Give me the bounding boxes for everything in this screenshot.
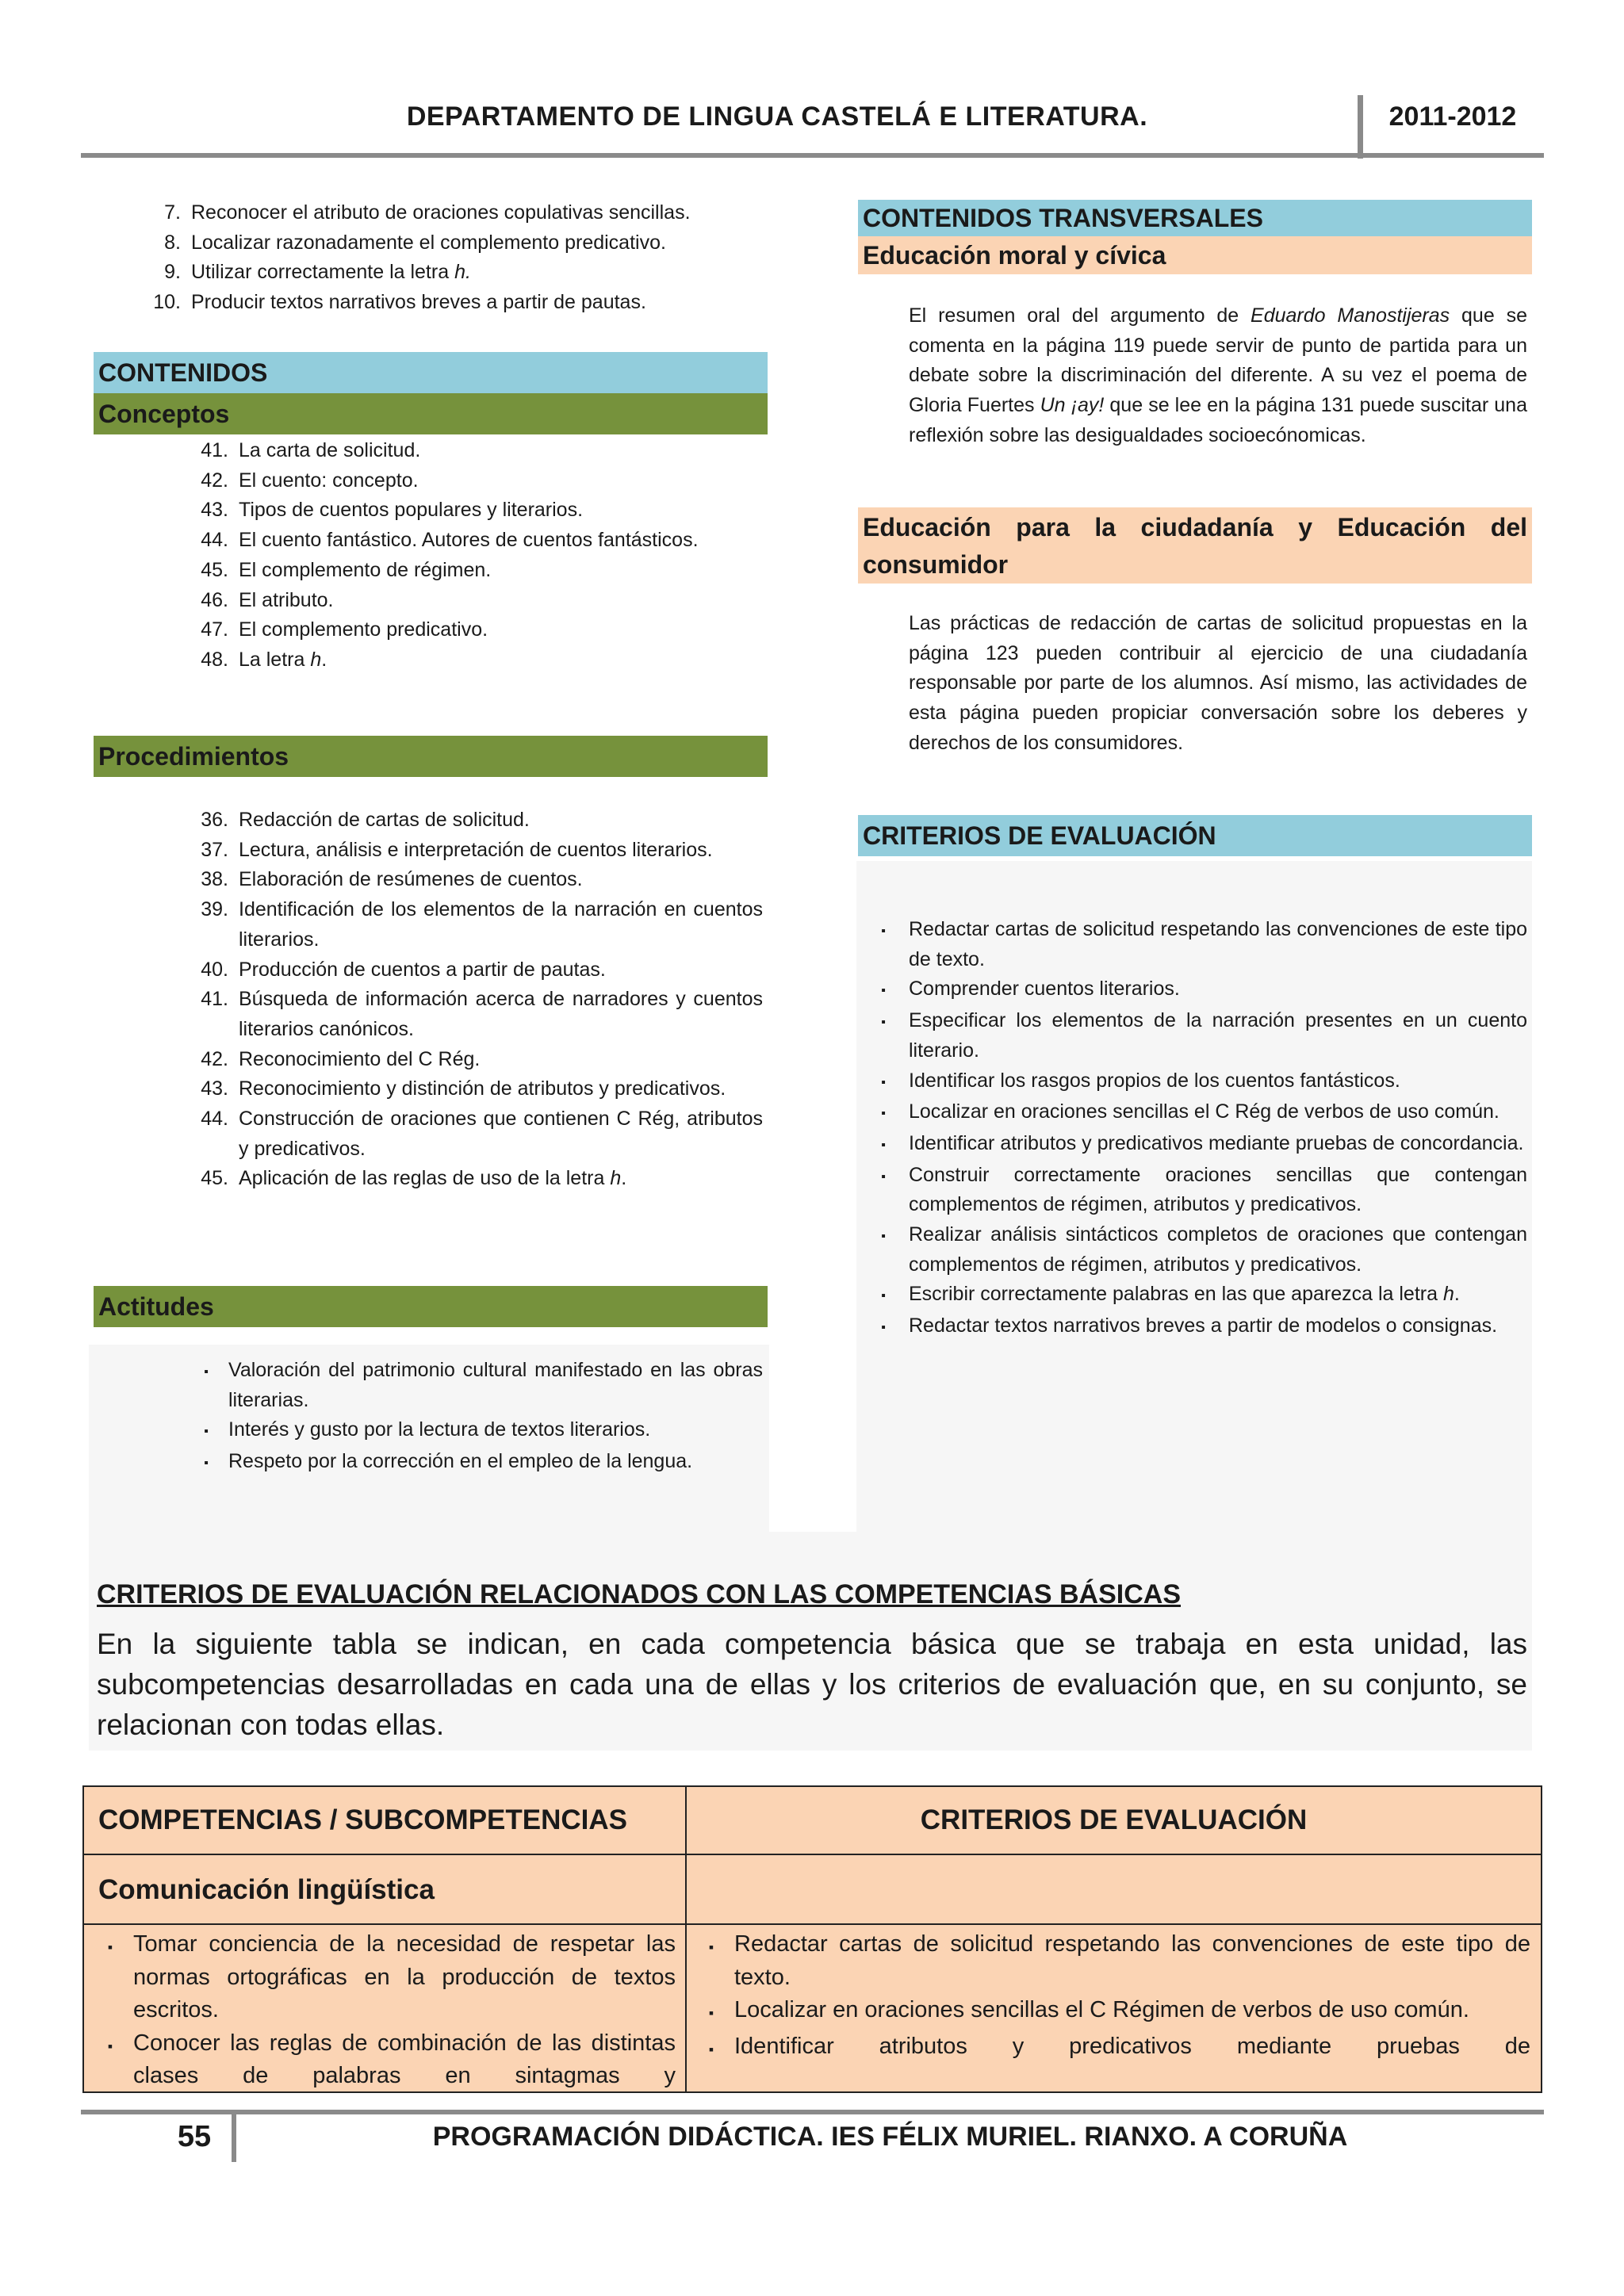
competencias-heading: CRITERIOS DE EVALUACIÓN RELACIONADOS CON LAS COMPETENCIAS BÁSICAS <box>97 1579 1182 1609</box>
list-item: ▪ Identificar atributos y predicativos mediante pruebas de <box>688 2030 1530 2067</box>
moral-civica-text: El resumen oral del argumento de Eduardo Manostijeras que se comenta en la página 119 puede servir de punto de partida para un debate sobre la discriminación del diferente. A su vez el poema de Gloria Fuertes Un ¡ay! que se lee en la página 131 puede suscitar una reflexión sobre las desigualdades socioecónomicas. <box>909 304 1527 446</box>
list-item: 39. Identificación de los elementos de la narración en cuentos literarios. <box>201 898 763 951</box>
list-item: 48. La letra h. <box>201 648 327 671</box>
list-item: ▪ Identificar los rasgos propios de los cuentos fantásticos. <box>858 1066 1527 1098</box>
bullet-icon <box>858 1161 909 1220</box>
list-item: ▪ Construir correctamente oraciones sencillas que contengan complementos de régimen, atributos y predicativos. <box>858 1161 1527 1220</box>
table-row-divider <box>84 1923 1541 1925</box>
list-item: 8. Localizar razonadamente el complemento predicativo. <box>164 231 666 254</box>
bullet-icon <box>87 2027 133 2093</box>
actitudes-list <box>184 1356 763 1479</box>
bullet-icon <box>184 1447 228 1479</box>
list-item: 40. Producción de cuentos a partir de pautas. <box>201 958 606 981</box>
footer-divider <box>232 2113 236 2162</box>
list-item: ▪ Respeto por la corrección en el empleo de la lengua. <box>184 1447 763 1479</box>
list-item: 7. Reconocer el atributo de oraciones copulativas sencillas. <box>164 201 691 224</box>
ciudadania-text: Las prácticas de redacción de cartas de solicitud propuestas en la página 123 pueden contribuir al ejercicio de una ciudadanía responsable por parte de los alumnos. Así mismo, las actividades de esta página pueden propiciar conversación sobre los deberes y derechos de los consumidores. <box>909 612 1527 754</box>
transversales-heading: CONTENIDOS TRANSVERSALES <box>858 200 1532 236</box>
list-item: ▪ Localizar en oraciones sencillas el C Rég de verbos de uso común. <box>858 1097 1527 1129</box>
bullet-icon <box>858 1280 909 1311</box>
list-item: 9. Utilizar correctamente la letra h. <box>164 261 471 284</box>
bullet-icon <box>688 1928 734 1994</box>
criterios-heading: CRITERIOS DE EVALUACIÓN <box>858 815 1532 856</box>
list-item: ▪ Valoración del patrimonio cultural manifestado en las obras literarias. <box>184 1356 763 1415</box>
list-item: 46. El atributo. <box>201 588 334 611</box>
list-item: ▪ Localizar en oraciones sencillas el C Régimen de verbos de uso común. <box>688 1994 1530 2030</box>
list-item: 42. Reconocimiento del C Rég. <box>201 1047 481 1070</box>
bullet-icon <box>184 1356 228 1415</box>
bullet-icon <box>858 1311 909 1343</box>
page-number: 55 <box>177 2120 212 2153</box>
bullet-icon <box>184 1415 228 1447</box>
list-item: ▪ Redactar cartas de solicitud respetando las convenciones de este tipo de texto. <box>858 915 1527 974</box>
list-item: ▪ Conocer las reglas de combinación de las distintas clases de palabras en sintagmas y <box>87 2027 676 2093</box>
list-item: ▪ Comprender cuentos literarios. <box>858 974 1527 1006</box>
bullet-icon <box>858 915 909 974</box>
academic-year: 2011-2012 <box>1388 101 1517 132</box>
header-rule <box>81 153 1544 158</box>
bullet-icon <box>858 1220 909 1280</box>
list-item: ▪ Redactar textos narrativos breves a partir de modelos o consignas. <box>858 1311 1527 1343</box>
list-item: 41. La carta de solicitud. <box>201 439 421 461</box>
table-row-divider <box>84 1854 1541 1855</box>
footer-rule <box>81 2110 1544 2114</box>
list-item: 44. Construcción de oraciones que contienen C Rég, atributos y predicativos. <box>201 1108 763 1160</box>
list-item: ▪ Tomar conciencia de la necesidad de respetar las normas ortográficas en la producción de textos escritos. <box>87 1928 676 2027</box>
bullet-icon <box>688 1994 734 2030</box>
ciudadania-heading: Educación para la ciudadanía y Educación del consumidor <box>858 507 1532 584</box>
list-item: ▪ Redactar cartas de solicitud respetando las convenciones de este tipo de texto. <box>688 1928 1530 1994</box>
page-header <box>0 0 1624 166</box>
table-header-competencias: COMPETENCIAS / SUBCOMPETENCIAS <box>98 1804 627 1835</box>
subcompetencias-list <box>87 1928 676 2093</box>
footer-text: PROGRAMACIÓN DIDÁCTICA. IES FÉLIX MURIEL. RIANXO. A CORUÑA <box>432 2122 1348 2152</box>
conceptos-list <box>184 436 763 675</box>
competencias-intro: En la siguiente tabla se indican, en cada competencia básica que se trabaja en esta unidad, las subcompetencias desarrolladas en cada una de ellas y los criterios de evaluación que, en su conjunto, se relacionan con todas ellas. <box>97 1628 1527 1741</box>
list-item: 42. El cuento: concepto. <box>201 469 419 492</box>
conceptos-heading: Conceptos <box>94 393 768 434</box>
bullet-icon <box>688 2030 734 2067</box>
list-item: 36. Redacción de cartas de solicitud. <box>201 809 530 831</box>
list-item: ▪ Especificar los elementos de la narración presentes en un cuento literario. <box>858 1006 1527 1066</box>
list-item: 47. El complemento predicativo. <box>201 618 488 641</box>
bullet-icon <box>858 1006 909 1066</box>
list-item: 43. Reconocimiento y distinción de atributos y predicativos. <box>201 1077 726 1100</box>
list-item: ▪ Realizar análisis sintácticos completos de oraciones que contengan complementos de régimen, atributos y predicativos. <box>858 1220 1527 1280</box>
bullet-icon <box>858 1097 909 1129</box>
table-row-label: Comunicación lingüística <box>98 1874 435 1905</box>
list-item: ▪ Identificar atributos y predicativos mediante pruebas de concordancia. <box>858 1129 1527 1161</box>
list-item: 10. Producir textos narrativos breves a partir de pautas. <box>153 291 646 314</box>
list-item: ▪ Escribir correctamente palabras en las que aparezca la letra h. <box>858 1280 1527 1311</box>
list-item: 45. El complemento de régimen. <box>201 558 492 581</box>
bullet-icon <box>858 1129 909 1161</box>
procedimientos-list <box>184 806 763 1194</box>
bullet-icon <box>87 1928 133 2027</box>
bullet-icon <box>858 1066 909 1098</box>
header-divider <box>1358 95 1363 159</box>
actitudes-heading: Actitudes <box>94 1286 768 1327</box>
list-item: 38. Elaboración de resúmenes de cuentos. <box>201 868 583 891</box>
competencias-table <box>82 1785 1542 2093</box>
list-item: ▪ Interés y gusto por la lectura de textos literarios. <box>184 1415 763 1447</box>
list-item: 44. El cuento fantástico. Autores de cuentos fantásticos. <box>201 529 699 552</box>
table-header-criterios: CRITERIOS DE EVALUACIÓN <box>920 1804 1308 1835</box>
moral-civica-heading: Educación moral y cívica <box>858 236 1532 274</box>
list-item: 45. Aplicación de las reglas de uso de la letra h. <box>201 1167 627 1190</box>
list-item: 41. Búsqueda de información acerca de narradores y cuentos literarios canónicos. <box>201 988 763 1040</box>
list-item: 37. Lectura, análisis e interpretación de cuentos literarios. <box>201 838 713 861</box>
list-item: 43. Tipos de cuentos populares y literarios. <box>201 499 584 522</box>
table-criterios-list <box>688 1928 1530 2066</box>
criterios-list <box>858 915 1527 1343</box>
bullet-icon <box>858 974 909 1006</box>
department-title: DEPARTAMENTO DE LINGUA CASTELÁ E LITERATURA. <box>406 101 1148 132</box>
procedimientos-heading: Procedimientos <box>94 736 768 777</box>
contenidos-heading: CONTENIDOS <box>94 352 768 393</box>
objectives-list <box>136 198 768 318</box>
